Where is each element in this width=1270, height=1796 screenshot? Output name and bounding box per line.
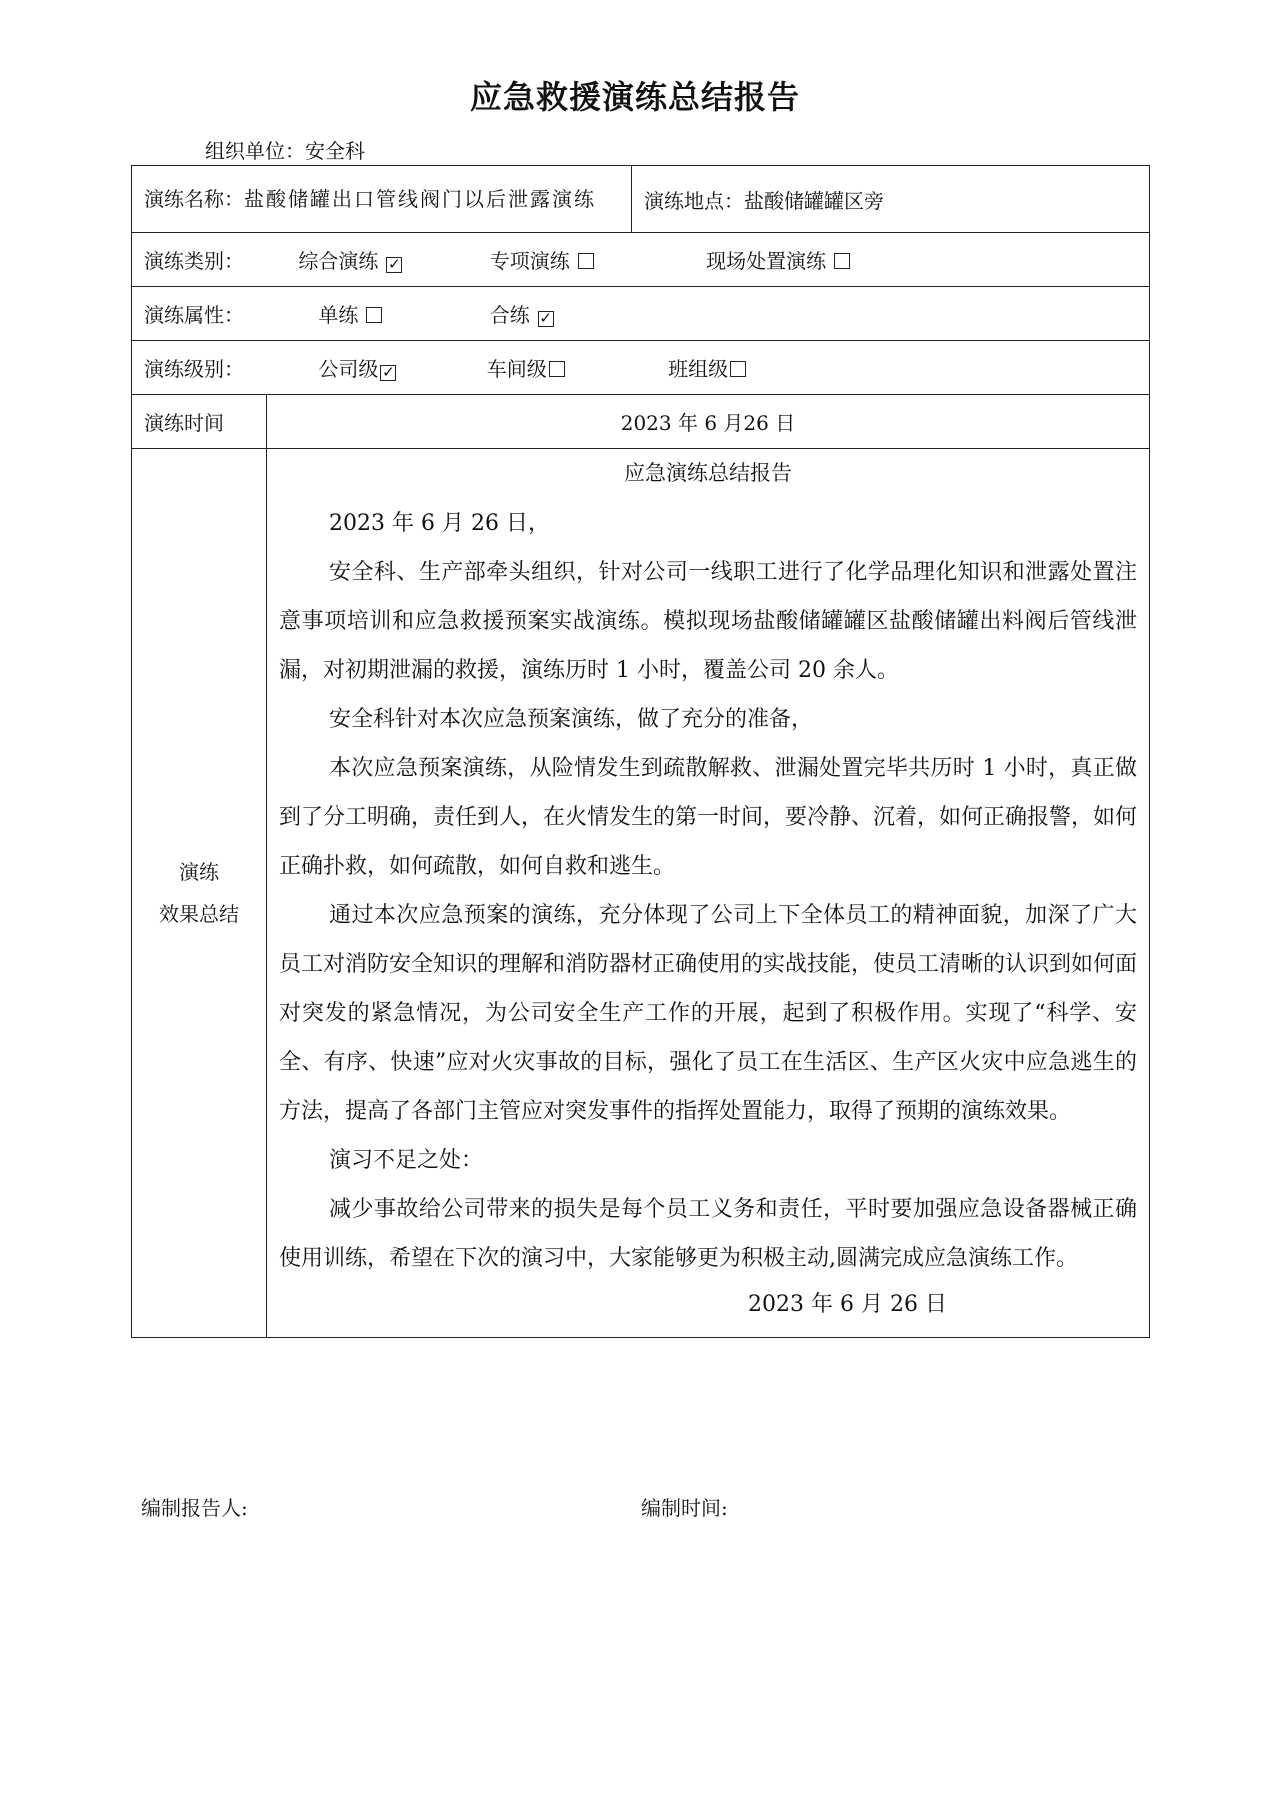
level-option-team[interactable] bbox=[668, 357, 746, 381]
drill-attribute-cell bbox=[132, 287, 1150, 341]
drill-category-row bbox=[132, 233, 1150, 287]
drill-level-row bbox=[132, 341, 1150, 395]
level-option-company[interactable] bbox=[318, 353, 480, 382]
report-title: 应急救援演练总结报告 bbox=[469, 78, 800, 116]
category-option-special[interactable] bbox=[490, 245, 700, 274]
level-label: 演练级别： bbox=[144, 357, 244, 381]
drill-time-value: 2023 年 6 月26 日 bbox=[267, 395, 1150, 449]
organizer-value: 安全科 bbox=[305, 139, 365, 163]
category-option-label: 综合演练 bbox=[298, 249, 379, 273]
compile-time-label: 编制时间: bbox=[641, 1496, 728, 1520]
checkbox-checked-icon[interactable]: ✓ bbox=[382, 363, 395, 381]
summary-content-cell bbox=[267, 449, 1150, 1338]
drill-name-row bbox=[132, 166, 1150, 233]
drill-location-cell bbox=[632, 166, 1150, 233]
drill-name-cell bbox=[132, 166, 632, 233]
drill-level-cell bbox=[132, 341, 1150, 395]
category-label: 演练类别： bbox=[144, 249, 244, 273]
attribute-option-label: 合练 bbox=[489, 303, 530, 327]
attribute-option-combined[interactable] bbox=[490, 303, 554, 327]
summary-paragraph: 减少事故给公司带来的损失是每个员工义务和责任，平时要加强应急设备器械正确使用训练，希望在下次的演习中，大家能够更为积极主动,圆满完成应急演练工作。 bbox=[279, 1197, 1137, 1271]
level-option-label: 班组级 bbox=[668, 357, 729, 381]
checkbox-empty-icon[interactable] bbox=[578, 253, 594, 269]
summary-paragraph: 演习不足之处： bbox=[329, 1148, 484, 1173]
summary-sign-date: 2023 年 6 月 26 日 bbox=[748, 1292, 947, 1317]
summary-paragraph: 本次应急预案演练，从险情发生到疏散解救、泄漏处置完毕共历时 1 小时，真正做到了分工明确，责任到人，在火情发生的第一时间，要冷静、沉着，如何正确报警，如何正确扑救，如何疏散，如何自救和逃生。 bbox=[279, 756, 1138, 879]
checkbox-checked-icon[interactable]: ✓ bbox=[539, 309, 552, 327]
drill-time-label: 演练时间 bbox=[132, 395, 267, 449]
category-option-label: 现场处置演练 bbox=[706, 249, 827, 273]
drill-location-label: 演练地点： bbox=[644, 188, 744, 213]
summary-label-cell bbox=[132, 449, 267, 1338]
drill-location-value: 盐酸储罐罐区旁 bbox=[744, 188, 884, 213]
checkbox-empty-icon[interactable] bbox=[366, 307, 382, 323]
checkbox-empty-icon[interactable] bbox=[730, 361, 746, 377]
attribute-option-single[interactable] bbox=[318, 299, 483, 328]
report-form-table bbox=[131, 165, 1150, 1338]
level-option-label: 车间级 bbox=[486, 357, 547, 381]
drill-name-label: 演练名称： bbox=[144, 187, 244, 211]
summary-paragraph: 2023 年 6 月 26 日， bbox=[329, 511, 550, 536]
level-option-workshop[interactable] bbox=[487, 353, 662, 382]
reporter-label: 编制报告人: bbox=[141, 1496, 248, 1520]
category-option-onsite[interactable] bbox=[706, 249, 850, 273]
checkbox-empty-icon[interactable] bbox=[549, 361, 565, 377]
level-option-label: 公司级 bbox=[318, 357, 379, 381]
attribute-label: 演练属性： bbox=[144, 303, 244, 327]
organizer-label: 组织单位： bbox=[205, 139, 305, 163]
drill-time-row bbox=[132, 395, 1150, 449]
category-option-label: 专项演练 bbox=[489, 249, 570, 273]
category-option-comprehensive[interactable] bbox=[298, 245, 483, 274]
checkbox-empty-icon[interactable] bbox=[834, 253, 850, 269]
summary-paragraph: 安全科、生产部牵头组织，针对公司一线职工进行了化学品理化知识和泄露处置注意事项培训和应急救援预案实战演练。模拟现场盐酸储罐罐区盐酸储罐出料阀后管线泄漏，对初期泄漏的救援，演练历时 1 小时，覆盖公司 20 余人。 bbox=[279, 560, 1137, 683]
summary-paragraph: 安全科针对本次应急预案演练，做了充分的准备， bbox=[329, 707, 814, 732]
attribute-option-label: 单练 bbox=[318, 303, 359, 327]
drill-category-cell bbox=[132, 233, 1150, 287]
summary-row bbox=[132, 449, 1150, 1338]
summary-heading: 应急演练总结报告 bbox=[624, 461, 792, 485]
drill-attribute-row bbox=[132, 287, 1150, 341]
organizer-line bbox=[205, 135, 365, 164]
summary-label-line2: 效果总结 bbox=[159, 902, 239, 926]
summary-paragraph: 通过本次应急预案的演练，充分体现了公司上下全体员工的精神面貌，加深了广大员工对消防安全知识的理解和消防器材正确使用的实战技能，使员工清晰的认识到如何面对突发的紧急情况，为公司安全生产工作的开展，起到了积极作用。实现了“科学、安全、有序、快速”应对火灾事故的目标，强化了员工在生活区、生产区火灾中应急逃生的方法，提高了各部门主管应对突发事件的指挥处置能力，取得了预期的演练效果。 bbox=[279, 903, 1138, 1124]
checkbox-checked-icon[interactable]: ✓ bbox=[388, 255, 401, 273]
summary-label-line1: 演练 bbox=[179, 860, 219, 884]
drill-name-value: 盐酸储罐出口管线阀门以后泄露演练 bbox=[244, 187, 596, 211]
